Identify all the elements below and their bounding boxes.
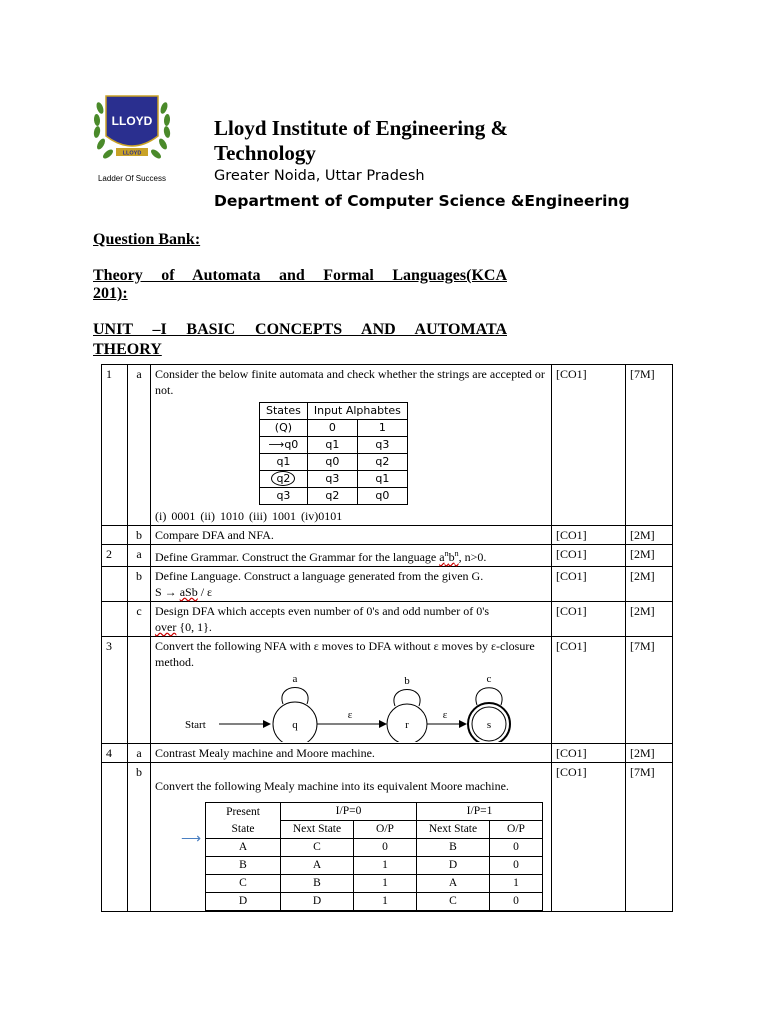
table-header: I/P=0: [281, 803, 417, 821]
institute-name: Lloyd Institute of Engineering & Technology: [214, 116, 509, 165]
table-header: O/P: [490, 821, 543, 839]
table-cell: q1: [357, 471, 407, 488]
q3-text: Convert the following NFA with ε moves to DFA without ε moves by ε-closure method.: [155, 639, 535, 669]
question-part: b: [128, 526, 151, 545]
question-text: [151, 365, 552, 526]
course-outcome: [CO1]: [552, 545, 626, 567]
table-cell: q3: [307, 471, 357, 488]
table-row: [102, 545, 673, 567]
marks: [2M]: [626, 602, 673, 637]
table-row: D D 1 C 0: [206, 893, 543, 911]
question-text: [151, 567, 552, 602]
table-row: B A 1 D 0: [206, 857, 543, 875]
table-header: Present State: [206, 803, 281, 839]
question-part: c: [128, 602, 151, 637]
marks: [2M]: [626, 526, 673, 545]
logo-text: LLOYD: [111, 114, 153, 128]
question-number: 4: [102, 744, 128, 763]
loop-label: c: [486, 673, 492, 685]
question-number: 1: [102, 365, 128, 526]
start-label: Start: [185, 719, 206, 731]
logo-motto: Ladder Of Success: [97, 174, 167, 183]
table-row: C B 1 A 1: [206, 875, 543, 893]
question-part: b: [128, 567, 151, 602]
table-cell: q0: [357, 488, 407, 505]
language-expr: $a^nb^n$: [439, 549, 459, 564]
table-cell: q3: [357, 437, 407, 454]
state-cell: ⟶q0: [260, 437, 308, 454]
table-row: [102, 763, 673, 912]
q1a-text: Consider the below finite automata and check whether the strings are accepted or not.: [155, 367, 545, 397]
subject-heading-cont: 201):: [93, 285, 128, 302]
table-header: (Q): [260, 420, 308, 437]
course-outcome: [CO1]: [552, 763, 626, 912]
course-outcome: [CO1]: [552, 567, 626, 602]
loop-label: a: [292, 673, 298, 685]
state-label: s: [486, 719, 492, 731]
course-outcome: [CO1]: [552, 365, 626, 526]
question-text: [151, 602, 552, 637]
loop-label: b: [404, 675, 410, 687]
state-cell: q1: [260, 454, 308, 471]
state-label: q: [292, 719, 298, 731]
question-part: a: [128, 744, 151, 763]
marks: [7M]: [626, 763, 673, 912]
table-row: [102, 637, 673, 744]
course-outcome: [CO1]: [552, 602, 626, 637]
institute-location: Greater Noida, Uttar Pradesh: [214, 168, 425, 184]
marks: [7M]: [626, 365, 673, 526]
table-cell: q2: [307, 488, 357, 505]
table-row: [102, 567, 673, 602]
unit-heading-cont: THEORY: [93, 341, 162, 358]
final-state-cell: [260, 471, 308, 488]
question-part: a: [128, 545, 151, 567]
final-state-circle: q2: [271, 471, 295, 486]
department-name: Department of Computer Science &Engineering: [214, 192, 630, 210]
table-header: States: [260, 403, 308, 420]
table-row: [102, 526, 673, 545]
epsilon-label: ε: [347, 709, 353, 721]
table-row: [102, 744, 673, 763]
arrow-icon: ⟶: [181, 832, 202, 847]
mealy-table: [205, 802, 543, 911]
table-row: A C 0 B 0: [206, 839, 543, 857]
marks: [2M]: [626, 545, 673, 567]
question-text: Contrast Mealy machine and Moore machine.: [151, 744, 552, 763]
table-cell: q0: [307, 454, 357, 471]
q2c-text: Design DFA which accepts even number of 0's and odd number of 0's: [155, 604, 490, 618]
question-text: Define Grammar. Construct the Grammar for the language $a^nb^n$, n>0.: [151, 545, 552, 567]
epsilon-label: ε: [442, 709, 448, 721]
q2b-text: Define Language. Construct a language generated from the given G.: [155, 569, 484, 583]
q2c-text-cont: over {0, 1}.: [155, 620, 212, 634]
question-number: 2: [102, 545, 128, 567]
unit-heading: UNIT –I BASIC CONCEPTS AND AUTOMATA: [93, 321, 507, 338]
institute-logo: [92, 88, 172, 188]
logo-ribbon: LLOYD: [122, 150, 142, 157]
grammar-rule: S → aSb / ε: [155, 585, 213, 599]
course-outcome: [CO1]: [552, 744, 626, 763]
state-cell: q3: [260, 488, 308, 505]
subject-heading: Theory of Automata and Formal Languages(KCA: [93, 267, 507, 284]
question-table: [101, 364, 673, 912]
course-outcome: [CO1]: [552, 637, 626, 744]
table-header: 1: [357, 420, 407, 437]
marks: [7M]: [626, 637, 673, 744]
question-number: 3: [102, 637, 128, 744]
table-row: [102, 602, 673, 637]
question-text: [151, 763, 552, 912]
question-part: b: [128, 763, 151, 912]
table-header: 0: [307, 420, 357, 437]
question-text: Compare DFA and NFA.: [151, 526, 552, 545]
marks: [2M]: [626, 744, 673, 763]
question-text: [151, 637, 552, 744]
table-cell: q1: [307, 437, 357, 454]
question-bank-heading: Question Bank:: [93, 231, 201, 248]
transition-table: [259, 402, 408, 505]
nfa-diagram: [155, 672, 535, 742]
marks: [2M]: [626, 567, 673, 602]
table-header: O/P: [354, 821, 417, 839]
question-part: a: [128, 365, 151, 526]
start-arrow-icon: ⟶: [268, 438, 285, 451]
q4b-text: Convert the following Mealy machine into its equivalent Moore machine.: [155, 779, 509, 793]
state-label: r: [405, 719, 409, 731]
table-cell: q2: [357, 454, 407, 471]
table-header: I/P=1: [417, 803, 543, 821]
table-header: Next State: [281, 821, 354, 839]
test-strings: (i) 0001 (ii) 1010 (iii) 1001 (iv)0101: [155, 509, 343, 523]
table-header: Input Alphabtes: [307, 403, 407, 420]
course-outcome: [CO1]: [552, 526, 626, 545]
table-header: Next State: [417, 821, 490, 839]
table-row: [102, 365, 673, 526]
